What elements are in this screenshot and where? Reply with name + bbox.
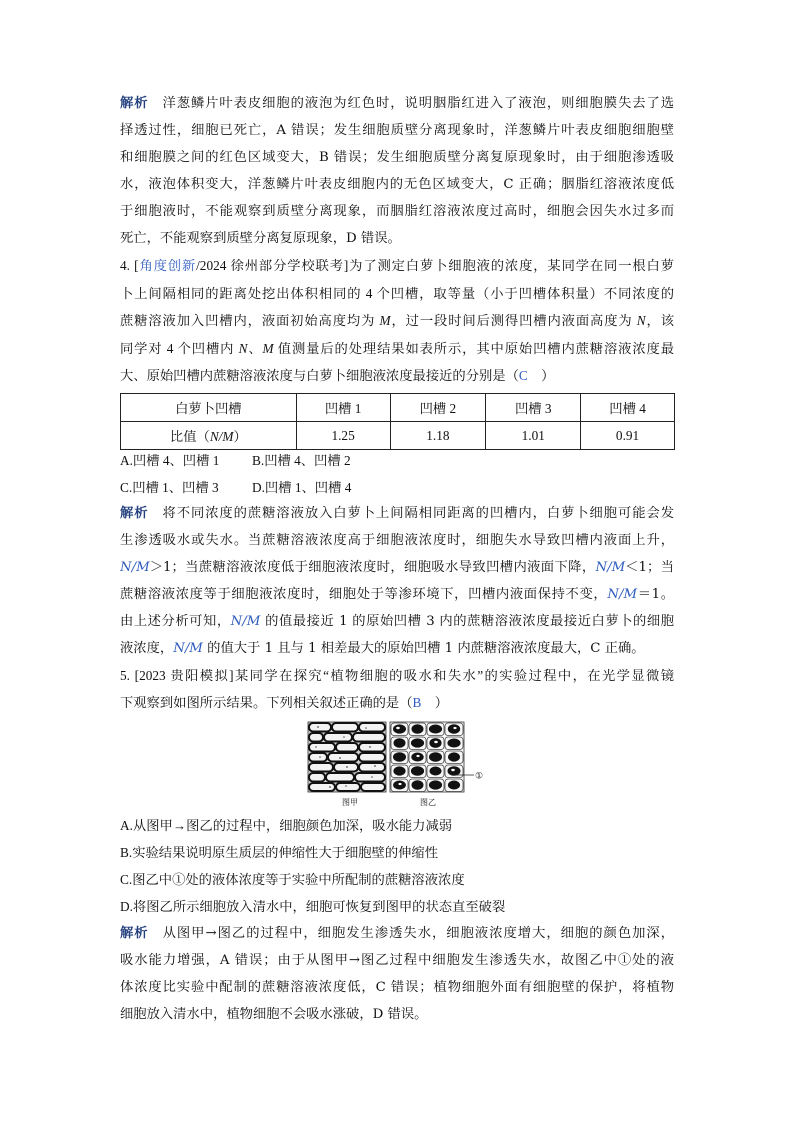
ratio-symbol: N/M [173, 641, 203, 656]
analysis-text: ＝1。 [637, 587, 674, 602]
analysis-text: 由上述分析可知， [120, 614, 231, 629]
analysis-text: ＜1；当 [625, 560, 674, 575]
question-stem-line [120, 307, 674, 335]
q5-options [120, 812, 674, 920]
variable-n: N [636, 313, 646, 328]
analysis-line: 吸水能力增强，A 错误；由于从图甲→图乙过程中细胞发生渗透失水，故图乙中①处的液 [120, 953, 674, 968]
analysis-label: 解析 [120, 96, 149, 111]
answer-letter: C [518, 368, 528, 383]
table-cell: 1.01 [486, 422, 581, 450]
analysis-line: 死亡，不能观察到质壁分离复原现象，D 错误。 [120, 231, 401, 246]
figure-b-micrograph [390, 722, 464, 792]
question-stem-line: 卜上间隔相同的距离处挖出体积相同的 4 个凹槽，取等量（小于凹槽体积量）不同浓度的 [120, 285, 674, 301]
analysis-line: 水，液泡体积变大，洋葱鳞片叶表皮细胞内的无色区域变大，C 正确；胭脂红溶液浓度低 [120, 177, 674, 192]
stem-text: 、 [247, 340, 263, 356]
stem-text: 下观察到如图所示结果。下列相关叙述正确的是（ [120, 695, 413, 710]
callout-label: ① [475, 771, 484, 782]
analysis-text: 洋葱鳞片叶表皮细胞的液泡为红色时，说明胭脂红进入了液泡，则细胞膜失去了选 [162, 96, 674, 111]
option-d: D.将图乙所示细胞放入清水中，细胞可恢复到图甲的状态直至破裂 [120, 899, 506, 914]
question-source: /2024 徐州部分学校联考]为了测定白萝卜细胞液的浓度，某同学在同一根白萝 [196, 258, 674, 273]
analysis-line: 和细胞膜之间的红色区域变大，B 错误；发生细胞质壁分离复原现象时，由于细胞渗透吸 [120, 150, 674, 165]
analysis-line [120, 608, 674, 635]
table-header-row [121, 394, 675, 422]
figure-a-label: 图甲 [342, 798, 358, 807]
option-a: A.从图甲→图乙的过程中，细胞颜色加深，吸水能力减弱 [120, 818, 453, 833]
figure-b-label: 图乙 [420, 798, 436, 807]
table-header-cell: 凹槽 4 [581, 394, 675, 422]
variable-n: N [238, 340, 248, 356]
analysis-line [120, 581, 674, 608]
variable-m: M [379, 313, 391, 328]
q5-stem [120, 662, 674, 716]
table-header-cell: 凹槽 1 [296, 394, 390, 422]
analysis-line [120, 90, 674, 117]
analysis-line [120, 635, 674, 662]
option-d: D.凹槽 1、凹槽 4 [252, 480, 352, 495]
stem-text: ） [527, 368, 555, 383]
question-tag: 角度创新 [138, 258, 197, 273]
option-b: B.凹槽 4、凹槽 2 [252, 453, 351, 468]
q5-analysis [120, 920, 674, 1028]
option-row [120, 447, 674, 474]
analysis-line [120, 500, 674, 527]
stem-text: ，该 [645, 313, 674, 328]
analysis-text: 从图甲→图乙的过程中，细胞发生渗透失水，细胞液浓度增大，细胞的颜色加深， [162, 926, 674, 941]
table-header-cell: 凹槽 3 [486, 394, 581, 422]
row-label-text: ） [233, 429, 247, 444]
q3-analysis [120, 90, 674, 252]
analysis-line: 择透过性，细胞已死亡，A 错误；发生细胞质壁分离现象时，洋葱鳞片叶表皮细胞细胞壁 [120, 123, 674, 138]
analysis-text: 将不同浓度的蔗糖溶液放入白萝卜上间隔相同距离的凹槽内，白萝卜细胞可能会发 [162, 506, 674, 521]
question-stem-line [120, 689, 674, 716]
analysis-label: 解析 [120, 506, 149, 521]
analysis-line: 生渗透吸水或失水。当蔗糖溶液浓度高于细胞液浓度时，细胞失水导致凹槽内液面上升， [120, 533, 674, 548]
q4-options [120, 447, 674, 501]
stem-text: 大、原始凹槽内蔗糖溶液浓度与白萝卜细胞液浓度最接近的分别是（ [120, 368, 519, 383]
table-header-cell: 白萝卜凹槽 [121, 394, 297, 422]
analysis-line: 于细胞液时，不能观察到质壁分离现象，而胭脂红溶液浓度过高时，细胞会因失水过多而 [120, 204, 674, 219]
table-header-cell: 凹槽 2 [390, 394, 486, 422]
question-stem-line [120, 252, 674, 280]
option-c: C.图乙中①处的液体浓度等于实验中所配制的蔗糖溶液浓度 [120, 872, 465, 887]
row-label-text: 比值（ [169, 429, 210, 444]
question-stem-line: 5. [2023 贵阳模拟]某同学在探究“植物细胞的吸水和失水”的实验过程中，在光学显微镜 [120, 668, 674, 683]
analysis-line [120, 920, 674, 947]
answer-letter: B [412, 695, 422, 710]
option-a: A.凹槽 4、凹槽 1 [120, 453, 220, 468]
stem-text: ，过一段时间后测得凹槽内液面高度为 [390, 313, 637, 328]
variable-m: M [262, 340, 274, 356]
analysis-label: 解析 [120, 926, 149, 941]
q4-analysis [120, 500, 674, 662]
micrograph-figure [300, 718, 500, 810]
ratio-symbol: N/M [230, 614, 261, 629]
option-row [120, 474, 674, 501]
ratio-symbol: N/M [209, 429, 234, 444]
table-row [121, 422, 675, 450]
stem-text: 蔗糖溶液加入凹槽内，液面初始高度均为 [120, 313, 380, 328]
ratio-symbol: N/M [120, 560, 150, 575]
question-stem-line [120, 335, 674, 363]
analysis-line: 体浓度比实验中配制的蔗糖溶液浓度低，C 错误；植物细胞外面有细胞壁的保护，将植物 [120, 980, 674, 995]
table-cell: 1.18 [390, 422, 486, 450]
ratio-symbol: N/M [607, 587, 638, 602]
analysis-text: 液浓度， [120, 641, 174, 656]
question-number: 4. [ [120, 258, 139, 273]
table-row-label [121, 422, 297, 450]
ratio-symbol: N/M [595, 560, 626, 575]
q4-stem [120, 252, 674, 390]
analysis-text: ＞1；当蔗糖溶液浓度低于细胞液浓度时，细胞吸水导致凹槽内液面下降， [149, 560, 596, 575]
table-cell: 1.25 [296, 422, 390, 450]
question-stem-line [120, 362, 674, 390]
analysis-line [120, 554, 674, 581]
analysis-text: 蔗糖溶液浓度等于细胞液浓度时，细胞处于等渗环境下，凹槽内液面保持不变， [120, 587, 608, 602]
analysis-line: 细胞放入清水中，植物细胞不会吸水涨破，D 错误。 [120, 1007, 428, 1022]
stem-text: 值测量后的处理结果如表所示，其中原始凹槽内蔗糖溶液浓度最 [273, 340, 674, 356]
stem-text: 同学对 4 个凹槽内 [120, 340, 239, 356]
q4-data-table [120, 393, 675, 450]
table-cell: 0.91 [581, 422, 675, 450]
analysis-text: 的值大于 1 且与 1 相差最大的原始凹槽 1 内蔗糖溶液浓度最大，C 正确。 [202, 641, 645, 656]
analysis-text: 的值最接近 1 的原始凹槽 3 内的蔗糖溶液浓度最接近白萝卜的细胞 [260, 614, 674, 629]
option-c: C.凹槽 1、凹槽 3 [120, 480, 219, 495]
option-b: B.实验结果说明原生质层的伸缩性大于细胞壁的伸缩性 [120, 845, 439, 860]
figure-a-micrograph [308, 722, 386, 792]
stem-text: ） [421, 695, 448, 710]
